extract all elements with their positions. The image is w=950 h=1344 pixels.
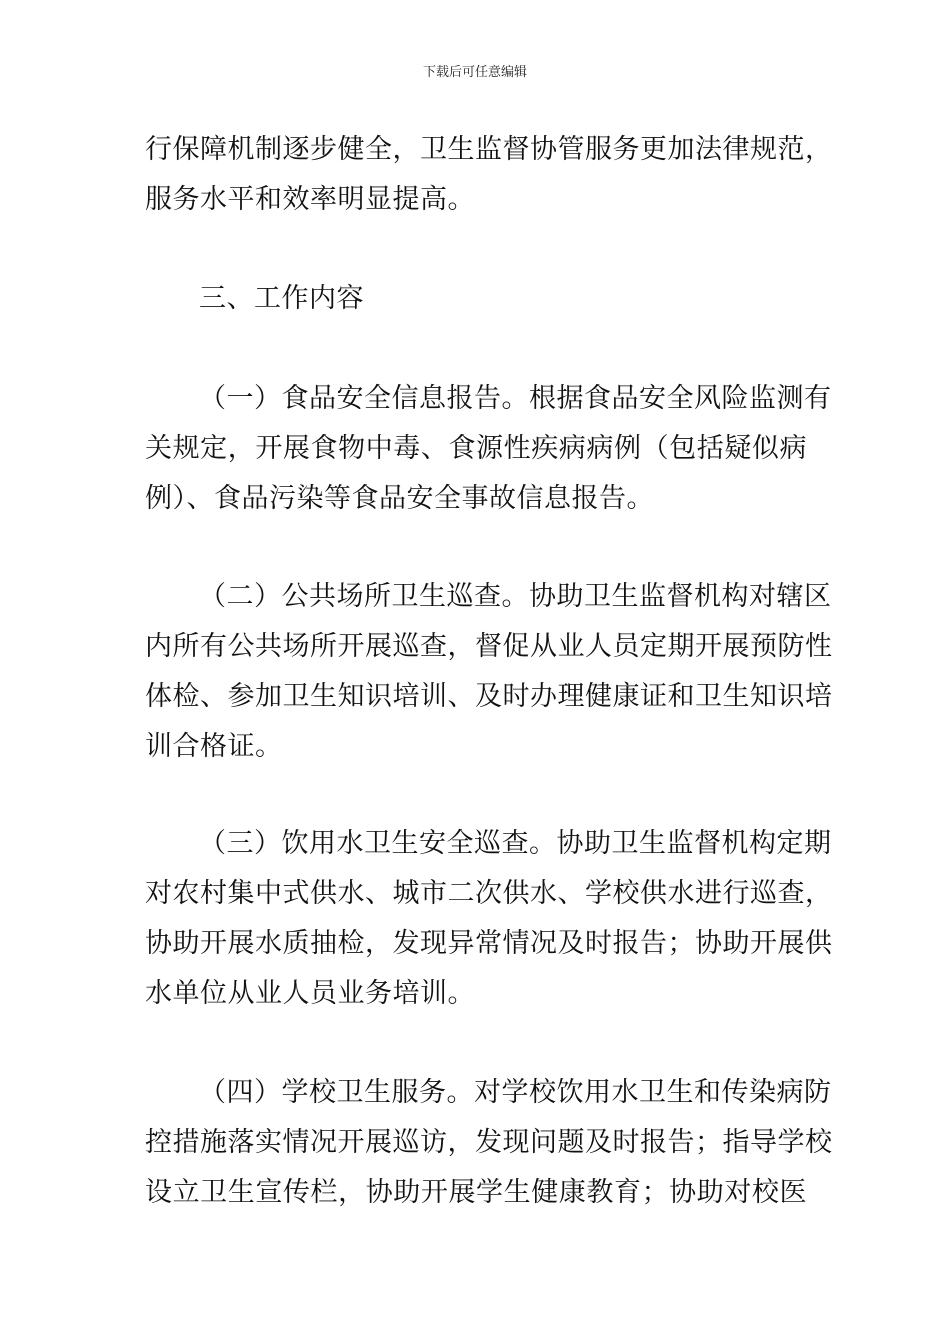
text-line: 水单位从业人员业务培训。 <box>145 978 475 1009</box>
section-heading: 三、工作内容 <box>199 283 364 314</box>
paragraph-food-safety <box>145 374 832 524</box>
page-header-note: 下载后可任意编辑 <box>422 65 527 80</box>
text-line: 体检、参加卫生知识培训、及时办理健康证和卫生知识培 <box>145 681 833 712</box>
text-line: （一）食品安全信息报告。根据食品安全风险监测有 <box>199 383 832 414</box>
text-line: 对农村集中式供水、城市二次供水、学校供水进行巡查， <box>145 878 833 909</box>
text-line: 行保障机制逐步健全，卫生监督协管服务更加法律规范， <box>145 134 833 165</box>
text-line: 设立卫生宣传栏，协助开展学生健康教育；协助对校医 <box>145 1177 807 1208</box>
text-line: （二）公共场所卫生巡查。协助卫生监督机构对辖区 <box>199 581 832 612</box>
text-line: 内所有公共场所开展巡查，督促从业人员定期开展预防性 <box>145 631 833 662</box>
paragraph-public-places <box>145 572 833 772</box>
paragraph-school-health <box>145 1068 833 1218</box>
paragraph-continuation <box>145 125 833 225</box>
text-line: （四）学校卫生服务。对学校饮用水卫生和传染病防 <box>199 1077 832 1108</box>
text-line: 控措施落实情况开展巡访，发现问题及时报告；指导学校 <box>145 1127 833 1158</box>
text-line: 关规定，开展食物中毒、食源性疾病病例（包括疑似病 <box>145 433 807 464</box>
text-line: 例）、食品污染等食品安全事故信息报告。 <box>145 483 654 514</box>
text-line: （三）饮用水卫生安全巡查。协助卫生监督机构定期 <box>199 828 832 859</box>
text-line: 训合格证。 <box>145 731 283 762</box>
text-line: 协助开展水质抽检，发现异常情况及时报告；协助开展供 <box>145 928 833 959</box>
paragraph-drinking-water <box>145 819 833 1019</box>
text-line: 服务水平和效率明显提高。 <box>145 184 475 215</box>
